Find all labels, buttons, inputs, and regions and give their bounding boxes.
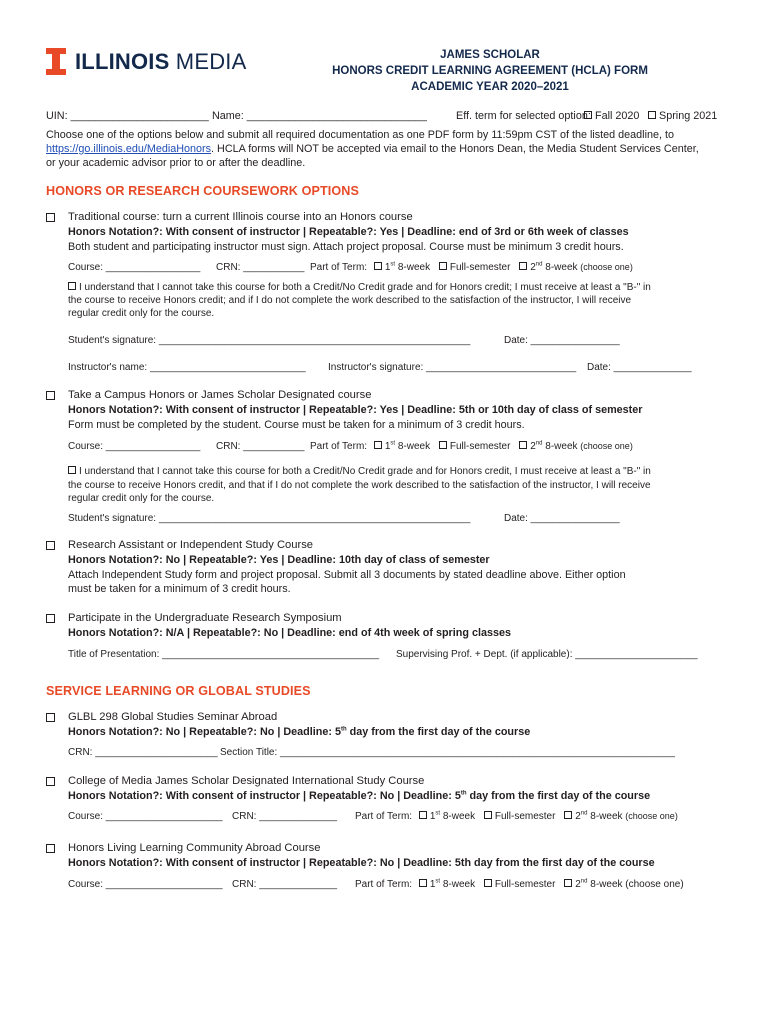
full-semester-checkbox[interactable] [484,811,492,819]
section-heading-service: SERVICE LEARNING OR GLOBAL STUDIES [46,684,311,698]
traditional-course-checkbox[interactable] [46,213,55,222]
spring-2021-option[interactable]: Spring 2021 [648,110,717,122]
title-line-2: HONORS CREDIT LEARNING AGREEMENT (HCLA) FORM [332,65,648,77]
student-signature-field[interactable]: Student's signature: ________________________________________________________ [68,513,471,524]
section-title-field[interactable]: Section Title: _______________________________________________________________________ [220,747,675,758]
option-title: Participate in the Undergraduate Research Symposium [68,612,342,624]
course-field[interactable]: Course: _________________ [68,441,201,452]
acknowledgement-checkbox[interactable] [68,282,76,290]
logo-text: ILLINOIS MEDIA [75,48,247,74]
option-title: Research Assistant or Independent Study Course [68,539,314,551]
acknowledgement-line-2: the course to receive Honors credit, and that if I do not complete the work described to the satisfaction of the instructor, I will receive [68,480,651,491]
title-line-1: JAMES SCHOLAR [440,49,540,61]
option-notation: Honors Notation?: No | Repeatable?: No | Deadline: 5th day from the first day of the course [68,726,531,738]
acknowledgement-line-3: regular credit only for the course. [68,493,215,504]
option-title: Honors Living Learning Community Abroad Course [68,842,321,854]
option-notation: Honors Notation?: With consent of instructor | Repeatable?: No | Deadline: 5th day from the first day of the course [68,857,655,869]
part-of-term-group: Part of Term: 1st 8-week Full-semester 2nd 8-week (choose one) [355,878,684,890]
option-description-1: Attach Independent Study form and project proposal. Submit all 3 documents by stated deadline above. Either option [68,569,626,581]
first-8-week-checkbox[interactable] [374,441,382,449]
instructor-signature-field[interactable]: Instructor's signature: ___________________________ [328,362,577,373]
part-of-term-group: Part of Term: 1st 8-week Full-semester 2nd 8-week (choose one) [310,261,633,273]
student-signature-field[interactable]: Student's signature: ________________________________________________________ [68,335,471,346]
option-notation: Honors Notation?: No | Repeatable?: Yes | Deadline: 10th day of class of semester [68,554,490,566]
fall-2020-option[interactable]: Fall 2020 [584,110,639,122]
course-field[interactable]: Course: _____________________ [68,811,223,822]
name-field[interactable]: Name: ______________________________ [212,110,427,122]
option-notation: Honors Notation?: N/A | Repeatable?: No | Deadline: end of 4th week of spring classes [68,627,511,639]
second-8-week-checkbox[interactable] [519,262,527,270]
spring-checkbox[interactable] [648,111,656,119]
course-field[interactable]: Course: _________________ [68,262,201,273]
crn-field[interactable]: CRN: ______________________ [68,747,218,758]
second-8-week-checkbox[interactable] [564,879,572,887]
crn-field[interactable]: CRN: ______________ [232,811,338,822]
research-symposium-checkbox[interactable] [46,614,55,623]
part-of-term-group: Part of Term: 1st 8-week Full-semester 2nd 8-week (choose one) [310,440,633,452]
date-field[interactable]: Date: ________________ [504,513,620,524]
research-assistant-checkbox[interactable] [46,541,55,550]
option-notation: Honors Notation?: With consent of instructor | Repeatable?: Yes | Deadline: end of 3rd or 6th week of classes [68,226,629,238]
section-heading-coursework: HONORS OR RESEARCH COURSEWORK OPTIONS [46,184,359,198]
supervising-prof-field[interactable]: Supervising Prof. + Dept. (if applicable): ______________________ [396,649,698,660]
form-title [300,47,680,95]
instructor-name-field[interactable]: Instructor's name: ____________________________ [68,362,306,373]
option-title: Take a Campus Honors or James Scholar Designated course [68,389,372,401]
media-honors-link[interactable]: https://go.illinois.edu/MediaHonors [46,143,212,155]
option-title: GLBL 298 Global Studies Seminar Abroad [68,711,278,723]
fall-checkbox[interactable] [584,111,592,119]
acknowledgement-line-3: regular credit only for the course. [68,308,215,319]
full-semester-checkbox[interactable] [439,262,447,270]
intro-line-1: Choose one of the options below and submit all required documentation as one PDF form by 11:59pm CST of the listed deadline, to [46,129,674,141]
campus-honors-checkbox[interactable] [46,391,55,400]
full-semester-checkbox[interactable] [439,441,447,449]
crn-field[interactable]: CRN: ___________ [216,441,305,452]
intro-line-3: or your academic advisor prior to or after the deadline. [46,157,306,169]
option-notation: Honors Notation?: With consent of instructor | Repeatable?: No | Deadline: 5th day from the first day of the course [68,790,651,802]
first-8-week-checkbox[interactable] [419,811,427,819]
glbl-298-checkbox[interactable] [46,713,55,722]
acknowledgement-checkbox[interactable] [68,466,76,474]
eff-term-label: Eff. term for selected option: [456,110,591,122]
intro-line-2: https://go.illinois.edu/MediaHonors. HCLA forms will NOT be accepted via email to the Honors Dean, the Media Student Services Center, [46,143,699,155]
second-8-week-checkbox[interactable] [564,811,572,819]
part-of-term-label: Part of Term: [310,262,368,273]
block-i-icon [46,48,66,75]
option-notation: Honors Notation?: With consent of instructor | Repeatable?: Yes | Deadline: 5th or 10th day of class of semester [68,404,643,416]
crn-field[interactable]: CRN: ______________ [232,879,338,890]
living-learning-checkbox[interactable] [46,844,55,853]
date-field[interactable]: Date: ________________ [504,335,620,346]
part-of-term-group: Part of Term: 1st 8-week Full-semester 2nd 8-week (choose one) [355,810,678,822]
presentation-title-field[interactable]: Title of Presentation: _______________________________________ [68,649,380,660]
acknowledgement-line-2: the course to receive Honors credit; and if I do not complete the work described to the satisfaction of the instructor, I will receive [68,295,632,306]
option-description: Form must be completed by the student. Course must be taken for a minimum of 3 credit hours. [68,419,525,431]
first-8-week-checkbox[interactable] [374,262,382,270]
option-description: Both student and participating instructor must sign. Attach project proposal. Course must be minimum 3 credit hours. [68,241,624,253]
acknowledgement-line-1[interactable]: I understand that I cannot take this course for both a Credit/No Credit grade and for Honors credit; I must receive at least a "B-" in [68,282,651,293]
uin-field[interactable]: UIN: _______________________ [46,110,209,122]
option-title: Traditional course: turn a current Illinois course into an Honors course [68,211,413,223]
international-study-checkbox[interactable] [46,777,55,786]
option-description-2: must be taken for a minimum of 3 credit hours. [68,583,291,595]
second-8-week-checkbox[interactable] [519,441,527,449]
illinois-media-logo [46,48,247,75]
option-title: College of Media James Scholar Designated International Study Course [68,775,425,787]
acknowledgement-line-1[interactable]: I understand that I cannot take this course for both a Credit/No Credit grade and for Honors credit, I must receive at least a "B-" in [68,466,651,477]
crn-field[interactable]: CRN: ___________ [216,262,305,273]
full-semester-checkbox[interactable] [484,879,492,887]
course-field[interactable]: Course: _____________________ [68,879,223,890]
title-line-3: ACADEMIC YEAR 2020–2021 [411,81,569,93]
instructor-date-field[interactable]: Date: ______________ [587,362,692,373]
first-8-week-checkbox[interactable] [419,879,427,887]
